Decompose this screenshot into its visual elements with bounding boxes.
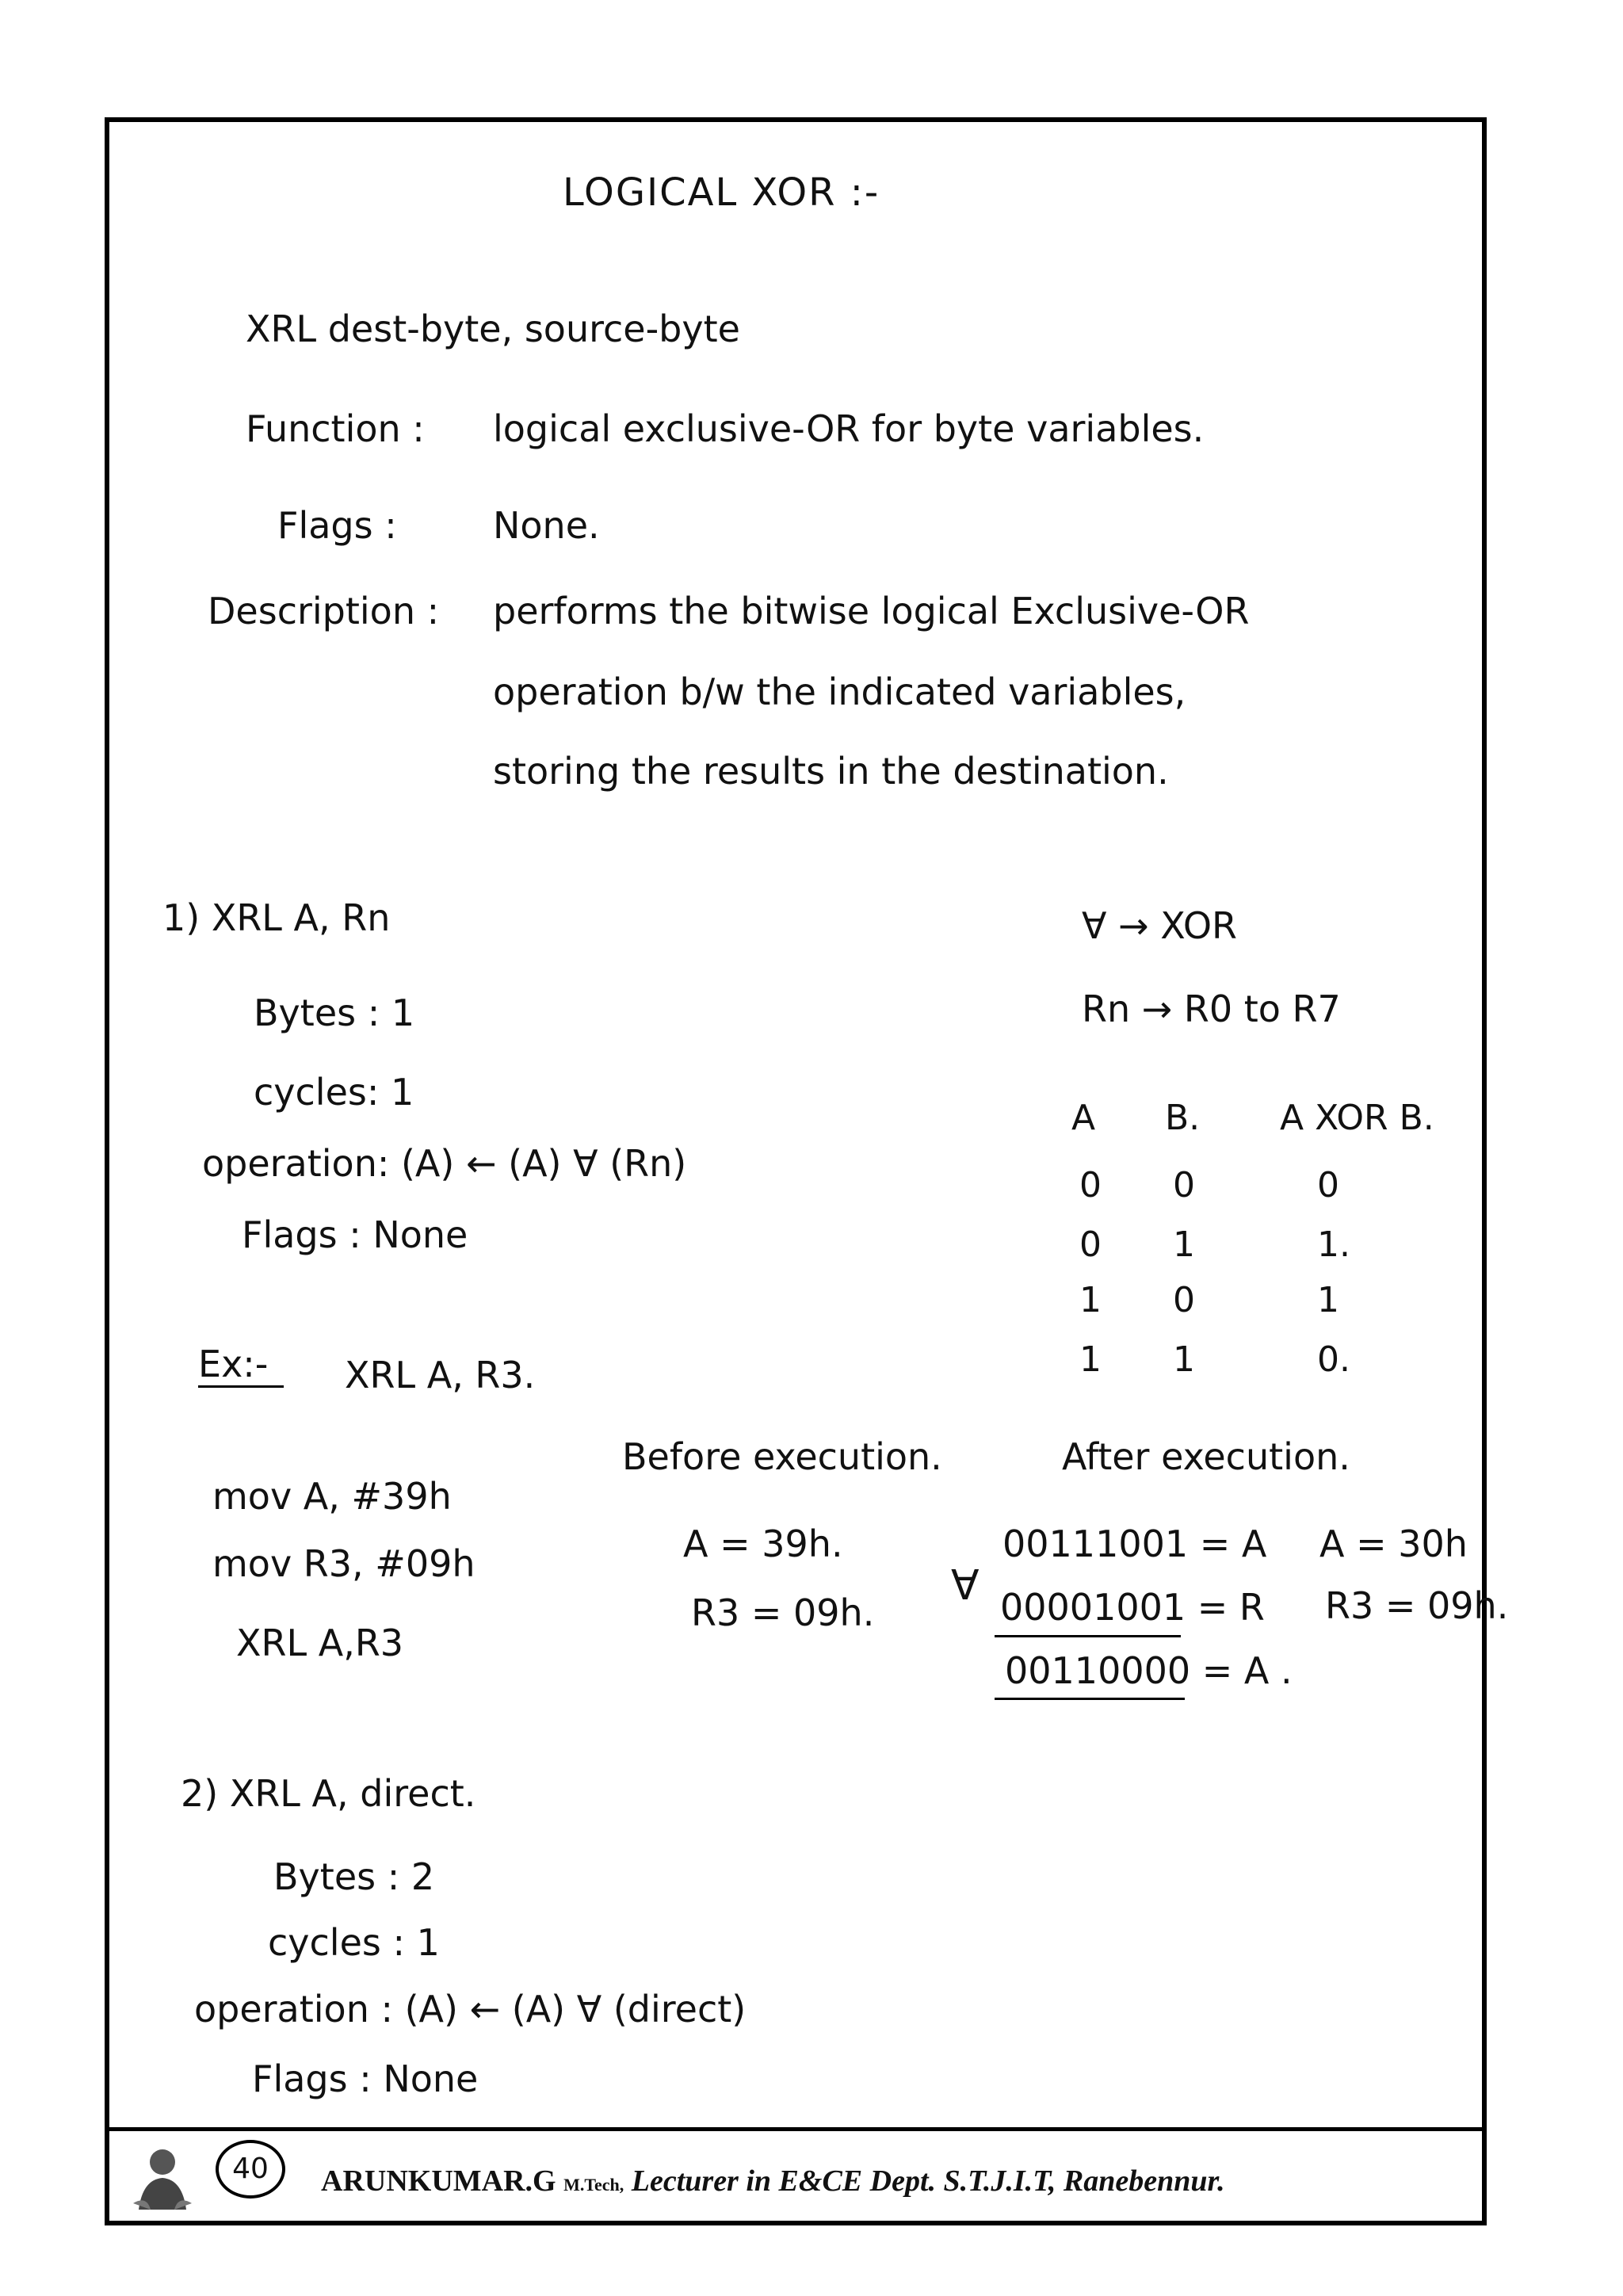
- section2-bytes: Bytes : 2: [273, 1855, 435, 1898]
- section2-cycles: cycles : 1: [268, 1921, 440, 1964]
- calc-result-underline: [995, 1698, 1185, 1700]
- page-title: LOGICAL XOR :-: [563, 170, 880, 215]
- function-label: Function :: [246, 407, 425, 450]
- page-number-badge: 40: [216, 2140, 285, 2199]
- description-label: Description :: [208, 590, 440, 632]
- calc-rule: [995, 1635, 1181, 1637]
- truth-table-cell: 1: [1173, 1224, 1195, 1265]
- truth-table-header: B.: [1165, 1098, 1201, 1138]
- before-value: A = 39h.: [683, 1522, 843, 1565]
- description-line: operation b/w the indicated variables,: [493, 670, 1186, 713]
- xor-operator: ∀: [951, 1562, 980, 1610]
- section1-cycles: cycles: 1: [254, 1071, 414, 1114]
- function-text: logical exclusive-OR for byte variables.: [493, 407, 1205, 450]
- code-line: XRL A,R3: [236, 1622, 404, 1664]
- after-value: A = 30h: [1319, 1522, 1468, 1565]
- truth-table-cell: 1: [1317, 1280, 1339, 1320]
- section1-operation: operation: (A) ← (A) ∀ (Rn): [202, 1142, 687, 1185]
- truth-table-cell: 1: [1079, 1280, 1102, 1320]
- author-logo-icon: [127, 2140, 198, 2211]
- truth-table-cell: 0.: [1317, 1339, 1350, 1380]
- truth-table-cell: 0: [1317, 1165, 1339, 1205]
- code-line: mov R3, #09h: [212, 1542, 475, 1585]
- after-value: R3 = 09h.: [1325, 1584, 1509, 1627]
- syntax-line: XRL dest-byte, source-byte: [246, 308, 740, 350]
- before-heading: Before execution.: [622, 1435, 942, 1478]
- example-label-underline: [198, 1385, 284, 1388]
- calc-line: 00111001 = A: [1002, 1522, 1267, 1565]
- footer-rule: [105, 2127, 1487, 2131]
- truth-table-cell: 0: [1173, 1165, 1195, 1205]
- footer-role: Lecturer in E&CE Dept. S.T.J.I.T, Ranebennur.: [631, 2164, 1225, 2198]
- truth-table-cell: 0: [1079, 1165, 1102, 1205]
- description-line: storing the results in the destination.: [493, 750, 1169, 793]
- footer-credit: [321, 2164, 1225, 2199]
- after-heading: After execution.: [1062, 1435, 1350, 1478]
- xor-symbol-note: ∀ → XOR: [1082, 904, 1237, 947]
- section1-flags: Flags : None: [242, 1213, 468, 1256]
- rn-range-note: Rn → R0 to R7: [1082, 988, 1341, 1030]
- calc-line: 00001001 = R: [1000, 1586, 1265, 1629]
- footer-author: ARUNKUMAR.G: [321, 2164, 556, 2198]
- section2-flags: Flags : None: [252, 2057, 479, 2100]
- truth-table-cell: 0: [1079, 1224, 1102, 1265]
- flags-text: None.: [493, 504, 600, 547]
- truth-table-cell: 0: [1173, 1280, 1195, 1320]
- truth-table-cell: 1: [1173, 1339, 1195, 1380]
- truth-table-cell: 1.: [1317, 1224, 1350, 1265]
- calc-result: 00110000 = A .: [1005, 1649, 1293, 1692]
- description-line: performs the bitwise logical Exclusive-OR: [493, 590, 1250, 632]
- footer-degree: M.Tech,: [563, 2175, 624, 2195]
- section1-heading: 1) XRL A, Rn: [162, 896, 391, 939]
- truth-table-header: A: [1071, 1098, 1096, 1138]
- truth-table-header: A XOR B.: [1280, 1098, 1434, 1138]
- section1-bytes: Bytes : 1: [254, 991, 415, 1034]
- code-line: mov A, #39h: [212, 1475, 452, 1518]
- example-label: Ex:-: [198, 1343, 269, 1385]
- example-instruction: XRL A, R3.: [345, 1354, 536, 1396]
- flags-label: Flags :: [277, 504, 397, 547]
- before-value: R3 = 09h.: [691, 1591, 875, 1634]
- section2-operation: operation : (A) ← (A) ∀ (direct): [194, 1988, 747, 2030]
- section2-heading: 2) XRL A, direct.: [181, 1772, 476, 1815]
- truth-table-cell: 1: [1079, 1339, 1102, 1380]
